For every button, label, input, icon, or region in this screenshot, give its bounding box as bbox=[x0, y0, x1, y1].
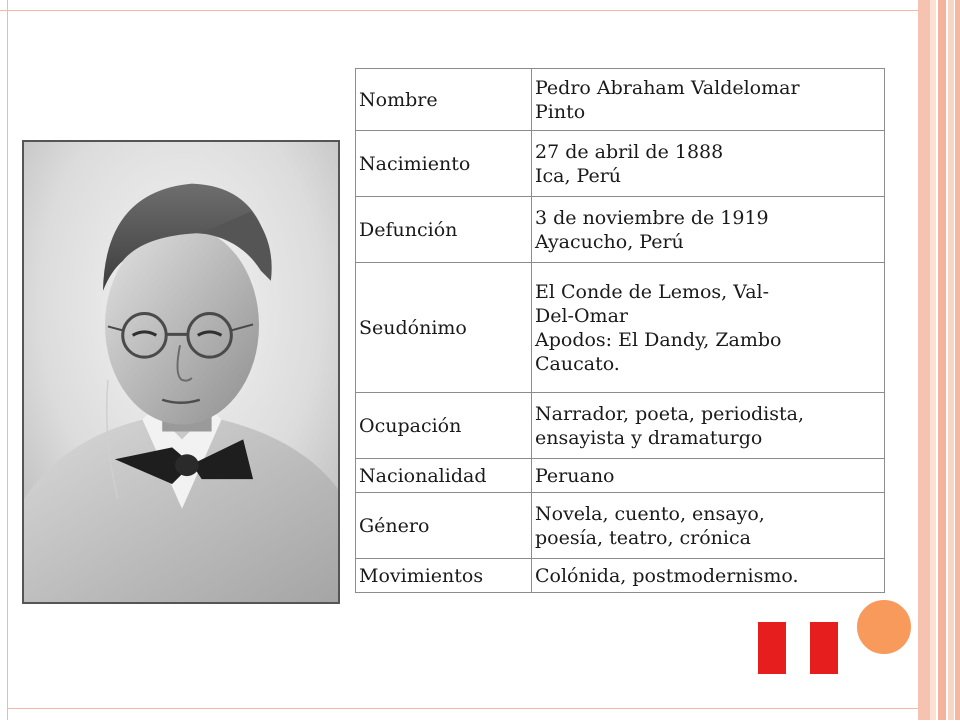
table-row bbox=[356, 393, 885, 459]
row-value bbox=[532, 69, 885, 131]
slide-frame-top bbox=[0, 0, 930, 11]
row-value bbox=[532, 131, 885, 197]
row-value-line: Peruano bbox=[535, 464, 615, 487]
row-value-line: Caucato. bbox=[535, 352, 620, 375]
row-value-line: El Conde de Lemos, Val- bbox=[535, 280, 770, 303]
row-value bbox=[532, 559, 885, 593]
decorative-stripe bbox=[930, 0, 936, 720]
table-row bbox=[356, 197, 885, 263]
row-value bbox=[532, 459, 885, 493]
row-value-line: ensayista y dramaturgo bbox=[535, 426, 763, 449]
row-value-line: 3 de noviembre de 1919 bbox=[535, 206, 769, 229]
row-value-line: Del-Omar bbox=[535, 304, 628, 327]
peru-flag bbox=[758, 622, 838, 674]
table-row bbox=[356, 263, 885, 393]
table-row bbox=[356, 493, 885, 559]
accent-circle bbox=[854, 597, 914, 657]
row-value-line: Ica, Perú bbox=[535, 164, 622, 187]
slide-frame-left bbox=[0, 0, 8, 720]
row-value-line: poesía, teatro, crónica bbox=[535, 526, 751, 549]
table-row bbox=[356, 131, 885, 197]
author-portrait bbox=[22, 140, 340, 604]
row-value bbox=[532, 263, 885, 393]
row-value-line: Narrador, poeta, periodista, bbox=[535, 402, 805, 425]
row-value-line: Novela, cuento, ensayo, bbox=[535, 502, 765, 525]
row-value bbox=[532, 493, 885, 559]
table-row bbox=[356, 69, 885, 131]
portrait-image bbox=[24, 142, 338, 602]
decorative-stripe bbox=[955, 0, 960, 720]
row-value-line: Pedro Abraham Valdelomar bbox=[535, 76, 800, 99]
decorative-stripe bbox=[938, 0, 946, 720]
slide-frame-bottom bbox=[8, 708, 930, 721]
flag-white-band bbox=[786, 622, 810, 674]
table-row bbox=[356, 559, 885, 593]
row-label: Seudónimo bbox=[356, 263, 532, 393]
row-value-line: Ayacucho, Perú bbox=[535, 230, 684, 253]
row-label: Nacionalidad bbox=[356, 459, 532, 493]
table-row bbox=[356, 459, 885, 493]
row-value bbox=[532, 393, 885, 459]
row-label: Ocupación bbox=[356, 393, 532, 459]
row-value-line: 27 de abril de 1888 bbox=[535, 140, 724, 163]
row-label: Movimientos bbox=[356, 559, 532, 593]
row-value-line: Pinto bbox=[535, 100, 586, 123]
biography-table bbox=[355, 68, 885, 593]
flag-red-band bbox=[810, 622, 838, 674]
decorative-stripe bbox=[948, 0, 954, 720]
flag-red-band bbox=[758, 622, 786, 674]
row-value-line: Apodos: El Dandy, Zambo bbox=[535, 328, 782, 351]
row-label: Nacimiento bbox=[356, 131, 532, 197]
row-label: Género bbox=[356, 493, 532, 559]
row-label: Nombre bbox=[356, 69, 532, 131]
decorative-stripe bbox=[918, 0, 930, 720]
row-label: Defunción bbox=[356, 197, 532, 263]
row-value-line: Colónida, postmodernismo. bbox=[535, 564, 799, 587]
row-value bbox=[532, 197, 885, 263]
